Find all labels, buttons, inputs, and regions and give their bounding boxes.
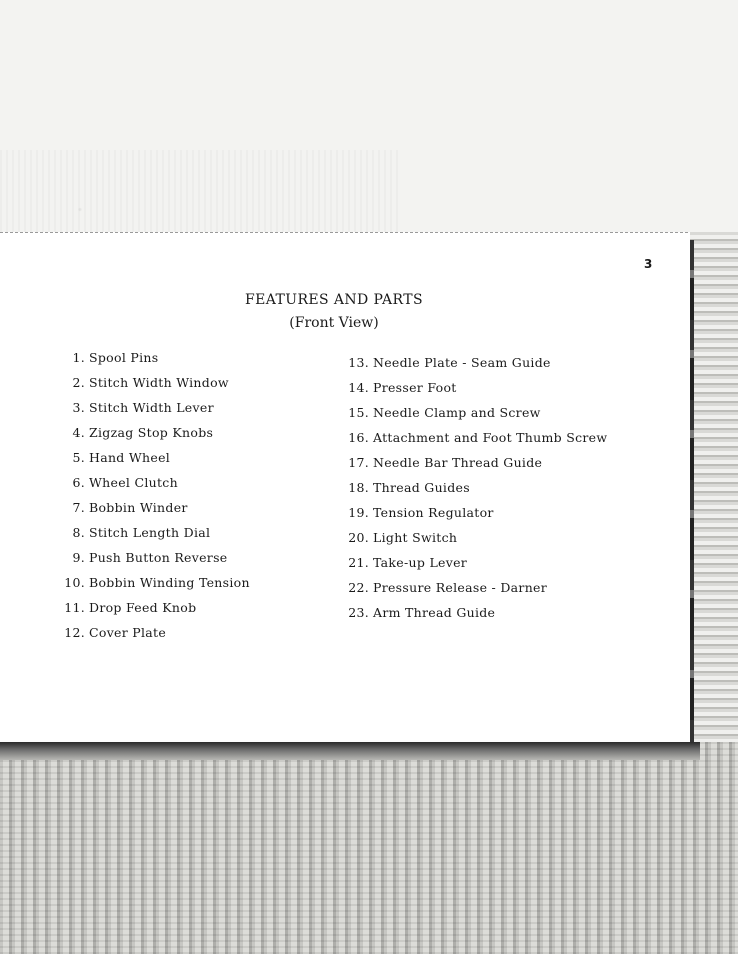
- part-number: 14.: [348, 380, 369, 395]
- part-number: 12.: [64, 625, 85, 640]
- page-number: 3: [644, 257, 653, 271]
- part-number: 15.: [348, 405, 369, 420]
- part-label: Wheel Clutch: [89, 475, 178, 490]
- part-item: [342, 355, 642, 380]
- part-label: Needle Clamp and Screw: [373, 405, 541, 420]
- part-number: 23.: [348, 605, 369, 620]
- scan-edge-shadow: [690, 240, 694, 752]
- part-label: Presser Foot: [373, 380, 457, 395]
- part-label: Drop Feed Knob: [89, 600, 197, 615]
- part-item: [342, 555, 642, 580]
- part-label: Stitch Length Dial: [89, 525, 211, 540]
- part-item: [342, 455, 642, 480]
- page-subtitle: (Front View): [289, 315, 379, 331]
- part-number: 1.: [72, 350, 85, 365]
- part-number: 9.: [72, 550, 85, 565]
- page-bottom-shadow: [0, 742, 700, 760]
- part-item: [342, 505, 642, 530]
- part-item: [58, 450, 328, 475]
- part-label: Needle Plate - Seam Guide: [373, 355, 551, 370]
- part-number: 17.: [348, 455, 369, 470]
- part-label: Thread Guides: [373, 480, 470, 495]
- part-label: Bobbin Winder: [89, 500, 188, 515]
- part-label: Needle Bar Thread Guide: [373, 455, 543, 470]
- part-item: [342, 605, 642, 630]
- part-item: [342, 405, 642, 430]
- part-item: [58, 525, 328, 550]
- part-item: [58, 400, 328, 425]
- part-number: 20.: [348, 530, 369, 545]
- part-number: 7.: [72, 500, 85, 515]
- part-label: Tension Regulator: [373, 505, 494, 520]
- part-label: Push Button Reverse: [89, 550, 228, 565]
- part-label: Take-up Lever: [373, 555, 468, 570]
- part-number: 16.: [348, 430, 369, 445]
- part-item: [58, 350, 328, 375]
- scan-noise-bottom: [0, 742, 738, 954]
- part-number: 13.: [348, 355, 369, 370]
- part-item: [58, 600, 328, 625]
- part-item: [342, 530, 642, 555]
- part-label: Light Switch: [373, 530, 458, 545]
- part-number: 21.: [348, 555, 369, 570]
- part-item: [58, 500, 328, 525]
- part-number: 6.: [72, 475, 85, 490]
- part-label: Attachment and Foot Thumb Screw: [373, 430, 608, 445]
- part-number: 5.: [72, 450, 85, 465]
- part-number: 3.: [72, 400, 85, 415]
- part-label: Bobbin Winding Tension: [89, 575, 250, 590]
- scan-page-edge-right: [690, 232, 738, 752]
- part-number: 10.: [64, 575, 85, 590]
- part-item: [58, 575, 328, 600]
- parts-list-right: [342, 355, 642, 630]
- part-number: 4.: [72, 425, 85, 440]
- parts-list-left: [58, 350, 328, 650]
- part-item: [58, 550, 328, 575]
- part-number: 11.: [64, 600, 85, 615]
- part-item: [342, 580, 642, 605]
- part-label: Stitch Width Lever: [89, 400, 214, 415]
- part-label: Hand Wheel: [89, 450, 171, 465]
- part-number: 18.: [348, 480, 369, 495]
- page-title: FEATURES AND PARTS: [245, 292, 423, 308]
- part-item: [58, 625, 328, 650]
- part-label: Stitch Width Window: [89, 375, 229, 390]
- part-item: [342, 480, 642, 505]
- part-label: Cover Plate: [89, 625, 167, 640]
- part-number: 8.: [72, 525, 85, 540]
- part-label: Spool Pins: [89, 350, 159, 365]
- part-number: 19.: [348, 505, 369, 520]
- part-item: [58, 375, 328, 400]
- part-label: Pressure Release - Darner: [373, 580, 548, 595]
- part-item: [342, 430, 642, 455]
- part-label: Arm Thread Guide: [373, 605, 496, 620]
- part-item: [58, 475, 328, 500]
- scan-noise-top: [0, 150, 400, 235]
- part-item: [342, 380, 642, 405]
- part-item: [58, 425, 328, 450]
- part-number: 22.: [348, 580, 369, 595]
- part-number: 2.: [72, 375, 85, 390]
- part-label: Zigzag Stop Knobs: [89, 425, 214, 440]
